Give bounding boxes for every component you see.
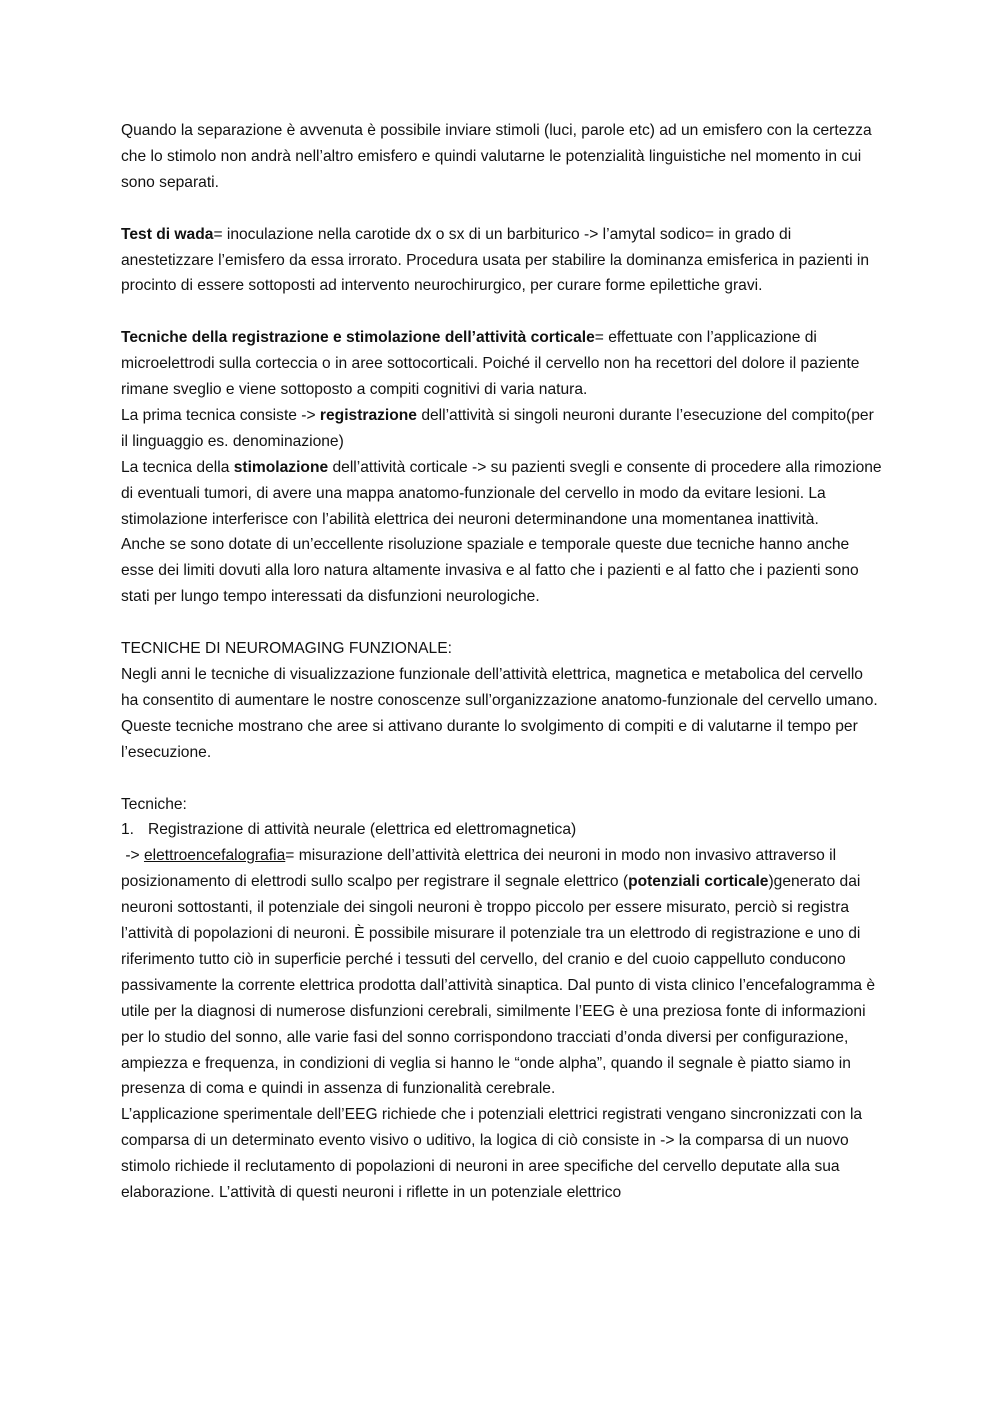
paragraph-split-brain: Quando la separazione è avvenuta è possibile inviare stimoli (luci, parole etc) ad un emisfero con la certezza che lo stimolo non andrà nell’altro emisfero e quindi valutarne le potenzialità linguistiche nel momento in cui sono separati.	[121, 122, 872, 191]
tecniche-label: Tecniche:	[121, 795, 187, 813]
term-elettroencefalografia: elettroencefalografia	[143, 847, 286, 865]
term-potenziali-corticale: potenziali corticale	[628, 873, 769, 891]
text-stimulation-post: dell’attività corticale -> su pazienti svegli e consente di procedere alla rimozione di eventuali tumori, di avere una mappa anatomo-funzionale del cervello in modo da evitare lesioni. La stimolazione interferisce con l’abilità elettrica dei neuroni determinandone una momentanea inattività.	[121, 458, 882, 528]
paragraph-cortical-techniques	[121, 325, 883, 403]
text-test-wada: = inoculazione nella carotide dx o sx di un barbiturico -> l’amytal sodico= in grado di anestetizzare l’emisfero da essa irrorato. Procedura usata per stabilire la dominanza emisferica in pazienti in procinto di essere sottoposti ad intervento neurochirurgico, per curare forme epilettiche gravi.	[121, 225, 869, 295]
text-eeg-1: = misurazione dell’attività elettrica dei neuroni in modo non invasivo attraverso il posizionamento di elettrodi sullo scalpo per registrare il segnale elettrico (	[121, 847, 837, 891]
text-cortical-techniques: = effettuate con l’applicazione di microelettrodi sulla corteccia o in aree sottocorticali. Poiché il cervello non ha recettori del dolore il paziente rimane sveglio e viene sottoposto a compiti cognitivi di varia natura.	[121, 329, 860, 399]
list-item-1	[121, 817, 883, 843]
paragraph-neuroimaging: Negli anni le tecniche di visualizzazione funzionale dell’attività elettrica, magnetica e metabolica del cervello ha consentito di aumentare le nostre conoscenze sull’organizzazione anatomo-funzionale del cervello umano. Queste tecniche mostrano che aree si attivano durante lo svolgimento di compiti e di valutarne il tempo per l’esecuzione.	[121, 665, 878, 761]
paragraph-eeg-application: L’applicazione sperimentale dell’EEG richiede che i potenziali elettrici registrati vengano sincronizzati con la comparsa di un determinato evento visivo o uditivo, la logica di ciò consiste in -> la comparsa di un nuovo stimolo richiede il reclutamento di popolazioni di neuroni in aree specifiche del cervello deputate alla sua elaborazione. L’attività di questi neuroni i riflette in un potenziale elettrico	[121, 1106, 863, 1202]
paragraph-gap	[121, 299, 883, 325]
document-page	[121, 118, 883, 1206]
text-stimulation-pre: La tecnica della	[121, 458, 234, 476]
term-stimolazione: stimolazione	[233, 458, 329, 476]
list-number: 1.	[121, 821, 135, 839]
paragraph-stimulation	[121, 455, 883, 533]
term-test-wada: Test di wada	[121, 225, 214, 243]
paragraph-test-wada	[121, 222, 883, 300]
term-registrazione: registrazione	[319, 406, 417, 424]
text-registration-pre: La prima tecnica consiste ->	[121, 406, 320, 424]
text-registration-post: dell’attività si singoli neuroni durante l’esecuzione del compito(per il linguaggio es. denominazione)	[121, 406, 874, 450]
paragraph-gap	[121, 196, 883, 222]
text-eeg-2: )generato dai neuroni sottostanti, il potenziale dei singoli neuroni è troppo piccolo per essere misurato, perciò si registra l’attività di popolazioni di neuroni. È possibile misurare il potenziale tra un elettrodo di registrazione e uno di riferimento tutto ciò in superficie perché i tessuti del cervello, del cranio e del cuoio cappelluto conducono passivamente la corrente elettrica prodotta dall’attività sinaptica. Dal punto di vista clinico l’encefalogramma è utile per la diagnosi di numerose disfunzioni cerebrali, similmente l’EEG è una preziosa fonte di informazioni per lo studio del sonno, alle varie fasi del sonno corrispondono tracciati d’onda diversi per configurazione, ampiezza e frequenza, in condizioni di veglia si hanno le “onde alpha”, quando il segnale è piatto siamo in presenza di coma e quindi in assenza di funzionalità cerebrale.	[121, 873, 876, 1098]
term-cortical-techniques: Tecniche della registrazione e stimolazione dell’attività corticale	[121, 329, 595, 347]
paragraph-registration	[121, 403, 883, 455]
paragraph-limits: Anche se sono dotate di un’eccellente risoluzione spaziale e temporale queste due tecniche hanno anche esse dei limiti dovuti alla loro natura altamente invasiva e al fatto che i pazienti e al fatto che i pazienti sono stati per lungo tempo interessati da disfunzioni neurologiche.	[121, 536, 859, 606]
paragraph-gap	[121, 610, 883, 636]
section-heading: TECNICHE DI NEUROMAGING FUNZIONALE:	[121, 640, 452, 658]
paragraph-gap	[121, 766, 883, 792]
arrow-text: ->	[121, 847, 144, 865]
paragraph-eeg	[121, 843, 883, 1102]
list-item-text: Registrazione di attività neurale (elettrica ed elettromagnetica)	[148, 821, 577, 839]
